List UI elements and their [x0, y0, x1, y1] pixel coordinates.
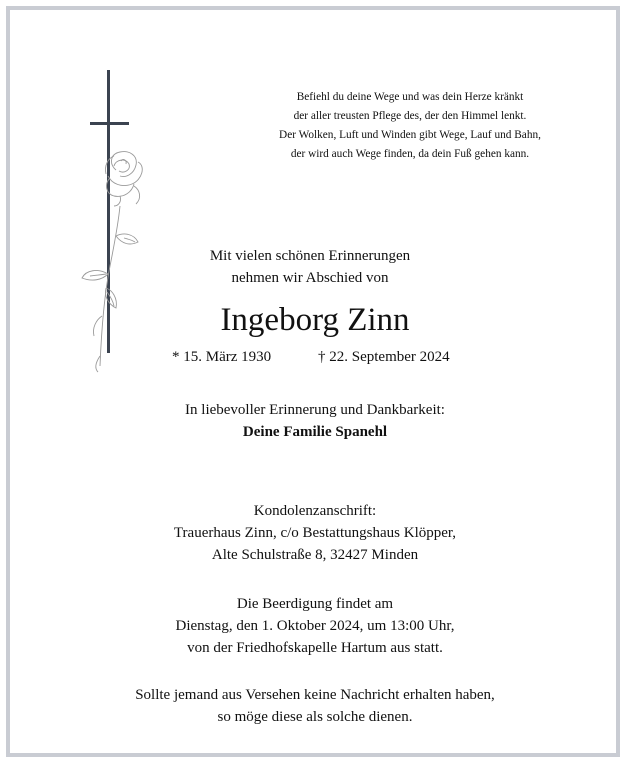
family-signature: Deine Familie Spanehl [242, 424, 388, 440]
family-line: In liebevoller Erinnerung und Dankbarkeit: [185, 402, 445, 418]
funeral-line: von der Friedhofskapelle Hartum aus statt. [187, 640, 443, 656]
funeral-line: Die Beerdigung findet am [236, 596, 394, 612]
family-block [0, 399, 630, 443]
verse-line: der aller treusten Pflege des, der den Himmel lenkt. [293, 110, 527, 122]
condolence-heading: Kondolenzanschrift: [253, 503, 377, 519]
verse-line: Befiehl du deine Wege und was dein Herze kränkt [296, 91, 524, 103]
condolence-line: Alte Schulstraße 8, 32427 Minden [211, 547, 419, 563]
intro-line: Mit vielen schönen Erinnerungen [209, 248, 411, 264]
closing-line: so möge diese als solche dienen. [217, 709, 413, 725]
intro-line: nehmen wir Abschied von [231, 270, 389, 286]
verse-line: Der Wolken, Luft und Winden gibt Wege, Lauf und Bahn, [279, 129, 541, 141]
verse-line: der wird auch Wege finden, da dein Fuß gehen kann. [290, 148, 530, 160]
death-date: † 22. September 2024 [318, 349, 450, 365]
condolence-line: Trauerhaus Zinn, c/o Bestattungshaus Klöpper, [173, 525, 457, 541]
birth-date: * 15. März 1930 [172, 349, 272, 365]
funeral-info [0, 593, 630, 659]
farewell-intro [170, 245, 450, 289]
closing-line: Sollte jemand aus Versehen keine Nachricht erhalten haben, [135, 687, 495, 703]
verse [220, 88, 600, 164]
condolence-address [0, 500, 630, 566]
closing-note [0, 684, 630, 728]
deceased-name: Ingeborg Zinn [220, 302, 410, 338]
funeral-line: Dienstag, den 1. Oktober 2024, um 13:00 Uhr, [175, 618, 455, 634]
